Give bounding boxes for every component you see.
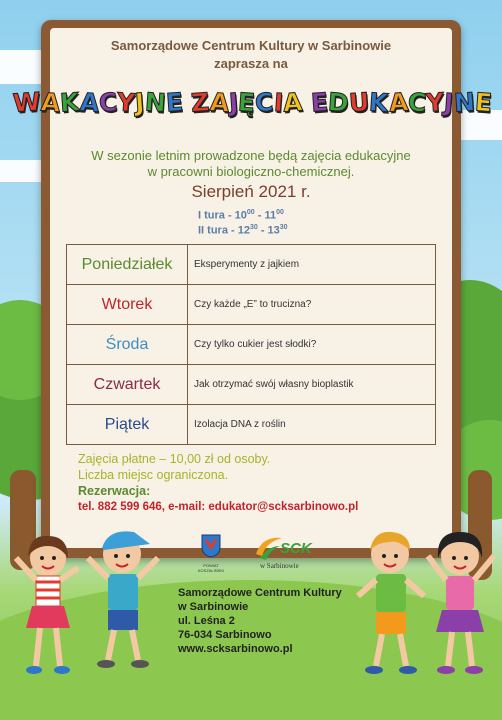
day-cell: Poniedziałek [67, 245, 188, 285]
address-line: ul. Leśna 2 [178, 615, 235, 627]
banner-letter: A [282, 86, 303, 118]
sck-logo [252, 532, 314, 576]
banner-letter: C [97, 86, 118, 118]
day-cell: Czwartek [67, 365, 188, 405]
banner-letter: K [59, 86, 80, 118]
powiat-label: POWIAT KOSZALIŃSKI [197, 563, 225, 573]
activity-cell: Czy tylko cukier jest słodki? [188, 325, 436, 365]
limited-places-text: Liczba miejsc ograniczona. [78, 468, 229, 482]
month-title: Sierpień 2021 r. [191, 182, 311, 201]
invite-text: zaprasza na [214, 56, 288, 71]
banner-letter: A [208, 86, 229, 118]
sup: 00 [276, 209, 284, 216]
schedule-table [66, 244, 436, 445]
banner-letter: A [78, 86, 99, 118]
table-row [67, 325, 436, 365]
banner-letter: E [164, 86, 183, 118]
boy-left-illustration [78, 524, 164, 674]
reservation-label: Rezerwacja: [78, 484, 151, 498]
address-block [178, 586, 342, 656]
table-row [67, 405, 436, 445]
activity-cell: Eksperymenty z jajkiem [188, 245, 436, 285]
table-row [67, 365, 436, 405]
address-line: w Sarbinowie [178, 601, 249, 613]
activity-cell: Jak otrzymać swój własny bioplastik [188, 365, 436, 405]
fee-amount: Zajęcia płatne – 10,00 zł [78, 452, 214, 466]
table-row [67, 285, 436, 325]
coat-of-arms-icon [201, 534, 221, 558]
banner-letter: U [347, 86, 370, 118]
sup: 30 [249, 224, 258, 231]
activity-cell: Izolacja DNA z roślin [188, 405, 436, 445]
banner-letter: C [254, 86, 274, 118]
sup: 00 [246, 209, 255, 216]
banner-letter: J [134, 87, 145, 117]
session-1-end: - 11 [254, 209, 277, 222]
session-1 [198, 209, 284, 222]
banner-letter: J [443, 87, 454, 117]
banner-letter: E [310, 86, 329, 118]
banner-letter: Y [116, 86, 136, 118]
banner-letter: J [227, 87, 239, 117]
banner-letter: Z [190, 86, 210, 118]
session-2-end: - 13 [257, 224, 280, 237]
day-cell: Wtorek [67, 285, 188, 325]
intro-line-1: W sezonie letnim prowadzone będą zajęcia edukacyjne [91, 148, 411, 163]
organizer-title: Samorządowe Centrum Kultury w Sarbinowie [110, 38, 392, 53]
intro-text [56, 148, 446, 180]
fee-text [78, 452, 270, 466]
banner-letter: D [327, 86, 349, 118]
address-line: 76-034 Sarbinowo [178, 629, 272, 641]
fee-per-person: od osoby. [213, 452, 271, 466]
sck-text: SCK [280, 540, 312, 557]
address-line: Samorządowe Centrum Kultury [178, 587, 342, 599]
activity-cell: Czy każde „E” to trucizna? [188, 285, 436, 325]
session-2-start: II tura - 12 [198, 224, 250, 237]
intro-line-2: w pracowni biologiczno-chemicznej. [147, 164, 355, 179]
banner-letter: K [368, 86, 389, 118]
event-title-banner [12, 80, 492, 124]
day-cell: Środa [67, 325, 188, 365]
powiat-logo [196, 534, 226, 573]
session-1-start: I tura - 10 [198, 209, 247, 222]
contact-text: tel. 882 599 646, e-mail: edukator@scksarbinowo.pl [78, 501, 359, 513]
banner-letter: Ę [237, 86, 256, 118]
table-row [67, 245, 436, 285]
banner-letter: C [406, 86, 427, 118]
banner-letter: N [452, 86, 475, 118]
day-cell: Piątek [67, 405, 188, 445]
sck-subtext: w Sarbinowie [260, 562, 299, 570]
banner-letter: A [387, 86, 408, 118]
session-2 [198, 224, 288, 237]
girl-right-illustration [418, 526, 502, 686]
banner-letter: N [143, 86, 166, 118]
banner-letter: Y [425, 86, 445, 118]
sup: 30 [279, 224, 288, 231]
banner-letter: E [473, 86, 492, 118]
banner-letter: A [39, 86, 61, 118]
website-text: www.scksarbinowo.pl [178, 643, 293, 655]
banner-letter: I [272, 87, 284, 117]
girl-left-illustration [8, 528, 86, 688]
banner-letter: W [12, 86, 41, 118]
